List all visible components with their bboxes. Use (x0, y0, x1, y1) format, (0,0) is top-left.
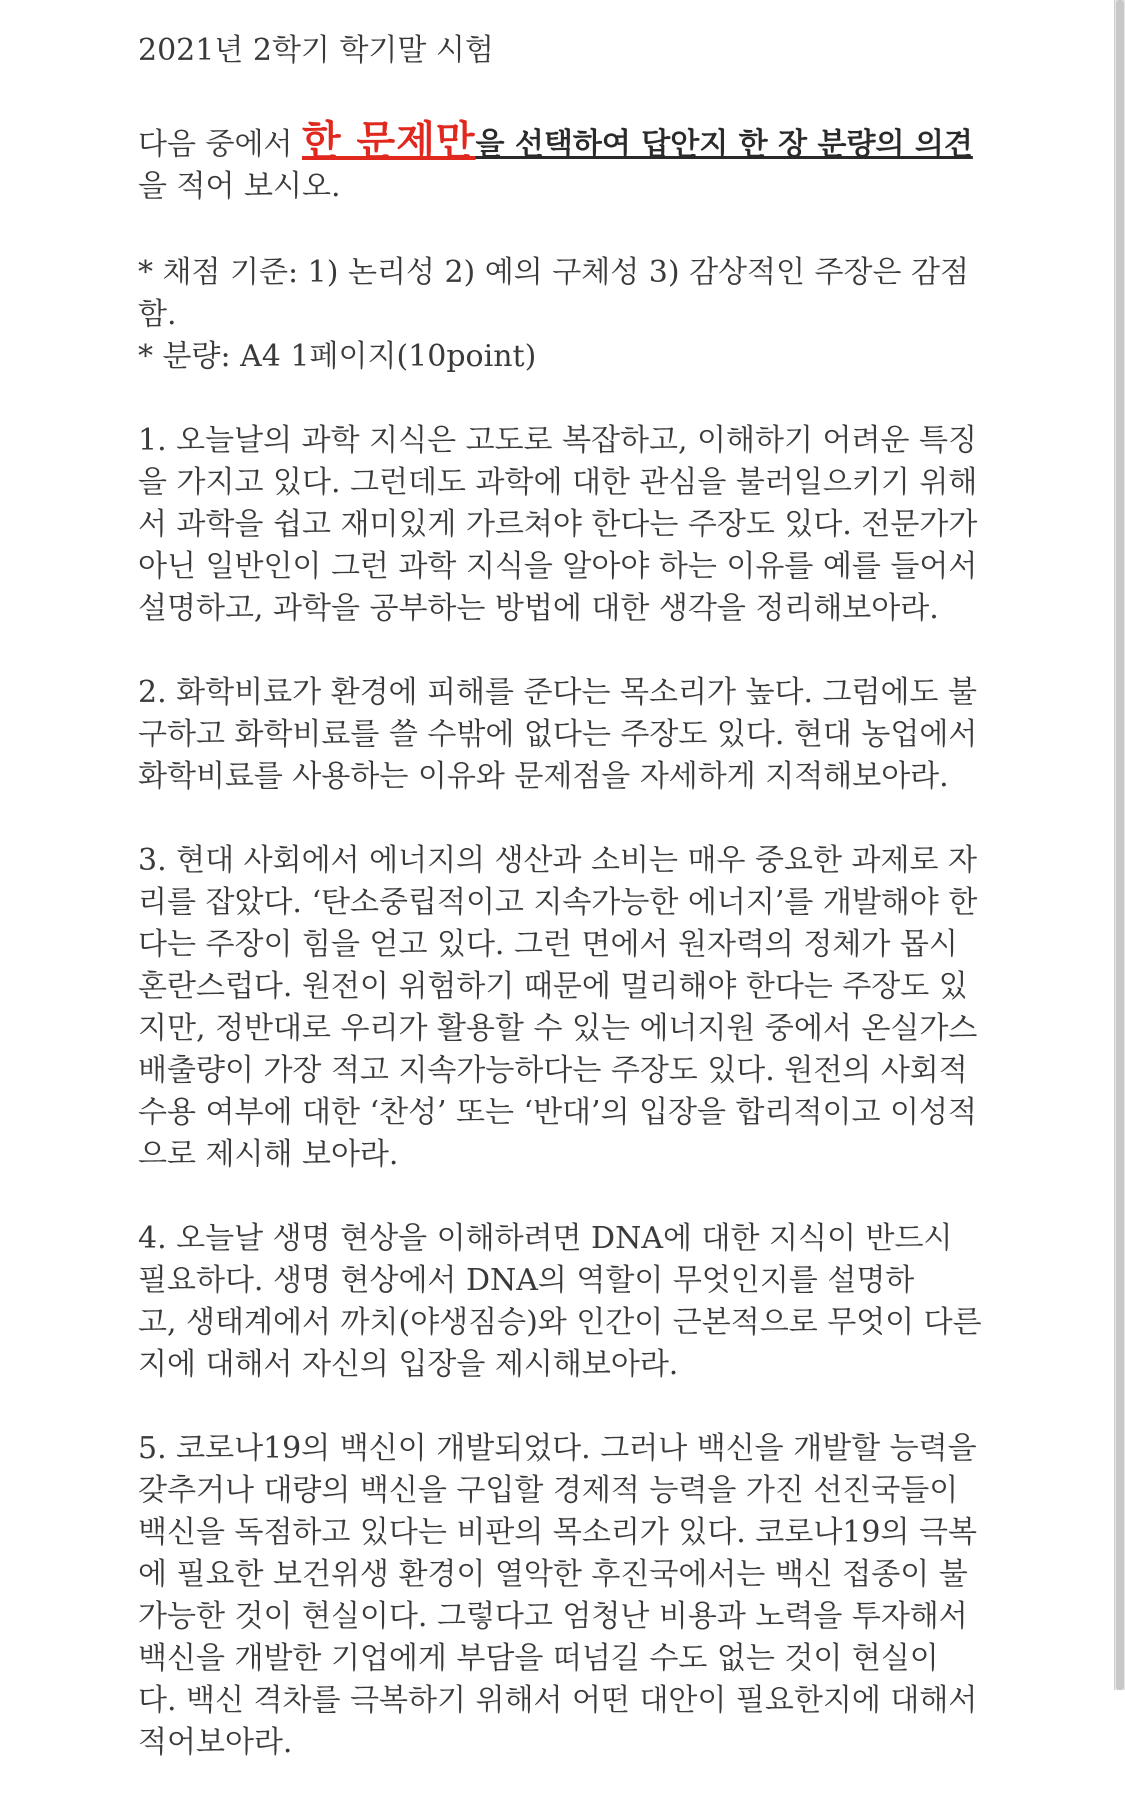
question-line: 으로 제시해 보아라. (138, 1137, 399, 1172)
question-line: 지만, 정반대로 우리가 활용할 수 있는 에너지원 중에서 온실가스 (138, 1011, 978, 1046)
question-2 (138, 672, 998, 798)
question-line: 혼란스럽다. 원전이 위험하기 때문에 멀리해야 한다는 주장도 있 (138, 969, 968, 1004)
question-line: 서 과학을 쉽고 재미있게 가르쳐야 한다는 주장도 있다. 전문가가 (138, 507, 978, 542)
question-line: 2. 화학비료가 환경에 피해를 준다는 목소리가 높다. 그럼에도 불 (138, 675, 977, 710)
question-line: 1. 오늘날의 과학 지식은 고도로 복잡하고, 이해하기 어려운 특징 (138, 423, 977, 458)
criteria-line: 함. (138, 297, 177, 332)
question-4 (138, 1218, 998, 1386)
instruction-line-1 (138, 120, 998, 166)
instruction-line-2: 을 적어 보시오. (138, 169, 341, 204)
question-line: 필요하다. 생명 현상에서 DNA의 역할이 무엇인지를 설명하 (138, 1263, 915, 1298)
question-line: 아닌 일반인이 그런 과학 지식을 알아야 하는 이유를 예를 들어서 (138, 549, 978, 584)
question-line: 4. 오늘날 생명 현상을 이해하려면 DNA에 대한 지식이 반드시 (138, 1221, 953, 1256)
question-line: 리를 잡았다. ‘탄소중립적이고 지속가능한 에너지’를 개발해야 한 (138, 885, 978, 920)
question-line: 갖추거나 대량의 백신을 구입할 경제적 능력을 가진 선진국들이 (138, 1473, 959, 1508)
instruction-emphasis-red: 한 문제만 (301, 118, 476, 164)
question-line: 배출량이 가장 적고 지속가능하다는 주장도 있다. 원전의 사회적 (138, 1053, 968, 1088)
question-line: 설명하고, 과학을 공부하는 방법에 대한 생각을 정리해보아라. (138, 591, 939, 626)
question-line: 수용 여부에 대한 ‘찬성’ 또는 ‘반대’의 입장을 합리적이고 이성적 (138, 1095, 977, 1130)
exam-document (138, 30, 998, 1806)
question-line: 5. 코로나19의 백신이 개발되었다. 그러나 백신을 개발할 능력을 (138, 1431, 977, 1466)
exam-title: 2021년 2학기 학기말 시험 (138, 33, 494, 68)
question-line: 에 필요한 보건위생 환경이 열악한 후진국에서는 백신 접종이 불 (138, 1557, 968, 1592)
question-line: 구하고 화학비료를 쓸 수밖에 없다는 주장도 있다. 현대 농업에서 (138, 717, 978, 752)
question-1 (138, 420, 998, 630)
question-line: 다. 백신 격차를 극복하기 위해서 어떤 대안이 필요한지에 대해서 (138, 1683, 978, 1718)
instruction-block (138, 120, 998, 208)
question-line: 다는 주장이 힘을 얻고 있다. 그런 면에서 원자력의 정체가 몹시 (138, 927, 958, 962)
question-line: 화학비료를 사용하는 이유와 문제점을 자세하게 지적해보아라. (138, 759, 949, 794)
length-requirement: * 분량: A4 1페이지(10point) (138, 339, 537, 374)
vertical-scrollbar[interactable] (1114, 0, 1125, 1690)
question-line: 을 가지고 있다. 그런데도 과학에 대한 관심을 불러일으키기 위해 (138, 465, 978, 500)
question-line: 백신을 개발한 기업에게 부담을 떠넘길 수도 없는 것이 현실이 (138, 1641, 939, 1676)
criteria-line: * 채점 기준: 1) 논리성 2) 예의 구체성 3) 감상적인 주장은 감점 (138, 255, 969, 290)
question-line: 가능한 것이 현실이다. 그렇다고 엄청난 비용과 노력을 투자해서 (138, 1599, 968, 1634)
grading-criteria (138, 252, 998, 378)
question-5 (138, 1428, 998, 1764)
instruction-prefix: 다음 중에서 (138, 127, 302, 162)
question-line: 백신을 독점하고 있다는 비판의 목소리가 있다. 코로나19의 극복 (138, 1515, 977, 1550)
instruction-emphasis-bold: 을 선택하여 답안지 한 장 분량의 의견 (475, 127, 973, 162)
scrollbar-thumb[interactable] (1116, 0, 1124, 1690)
question-3 (138, 840, 998, 1176)
question-line: 적어보아라. (138, 1725, 293, 1760)
question-line: 고, 생태계에서 까치(야생짐승)와 인간이 근본적으로 무엇이 다른 (138, 1305, 982, 1340)
question-line: 3. 현대 사회에서 에너지의 생산과 소비는 매우 중요한 과제로 자 (138, 843, 977, 878)
question-line: 지에 대해서 자신의 입장을 제시해보아라. (138, 1347, 679, 1382)
